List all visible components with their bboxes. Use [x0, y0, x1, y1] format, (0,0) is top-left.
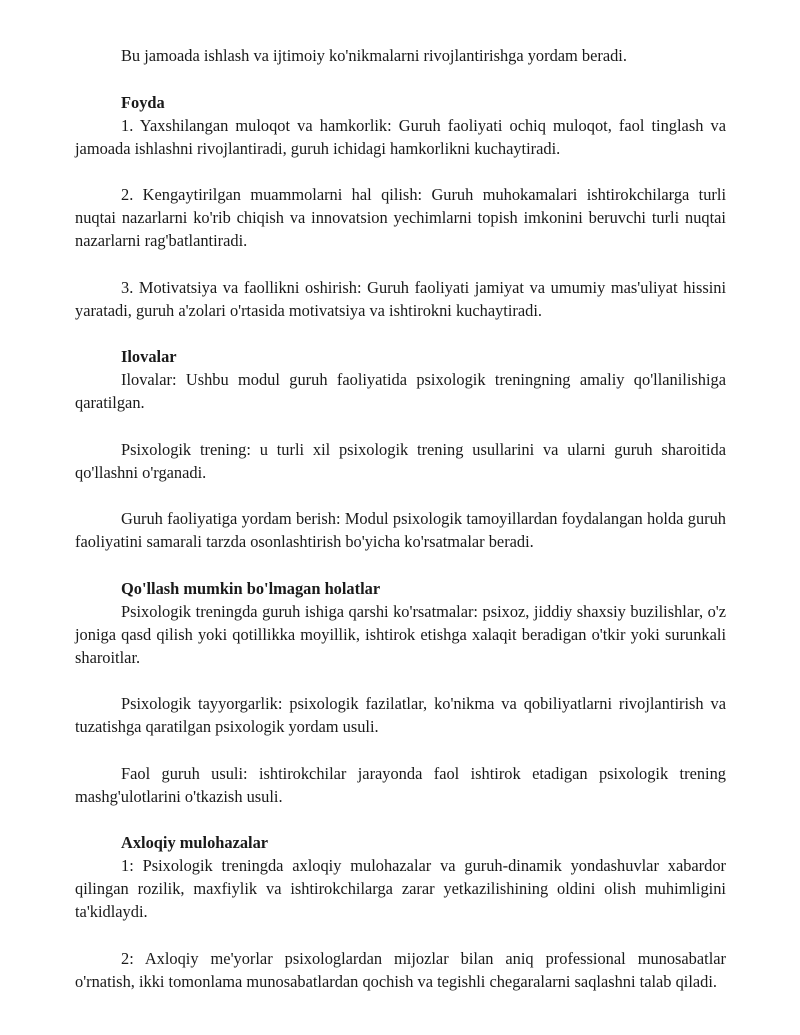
section-heading-ilovalar: Ilovalar — [121, 347, 177, 366]
paragraph: 2: Axloqiy me'yorlar psixologlardan mijozlar bilan aniq professional munosabatlar o'rnatish, ikki tomonlama munosabatlardan qochish va tegishli chegaralarni saqlashni talab qiladi. — [75, 948, 726, 991]
paragraph: Guruh faoliyatiga yordam berish: Modul psixologik tamoyillardan foydalangan holda guruh faoliyatini samarali tarzda osonlashtirish bo'yicha ko'rsatmalar beradi. — [75, 509, 726, 551]
paragraph: Ilovalar: Ushbu modul guruh faoliyatida psixologik treningning amaliy qo'llanilishiga qaratilgan. — [75, 370, 726, 412]
paragraph: 2. Kengaytirilgan muammolarni hal qilish: Guruh muhokamalari ishtirokchilarga turli nuqtai nazarlarni ko'rib chiqish va innovatsion yechimlarni topish imkonini beruvchi turli nuqtai nazarlarni rag'batlantiradi. — [75, 185, 726, 250]
paragraph: 3. Motivatsiya va faollikni oshirish: Guruh faoliyati jamiyat va umumiy mas'uliyat hissini yaratadi, guruh a'zolari o'rtasida motivatsiya va ishtirokni kuchaytiradi. — [75, 277, 726, 320]
section-heading-foyda: Foyda — [121, 92, 165, 112]
paragraph: 1. Yaxshilangan muloqot va hamkorlik: Guruh faoliyati ochiq muloqot, faol tinglash va jamoada ishlashni rivojlantiradi, guruh ichidagi hamkorlikni kuchaytiradi. — [75, 115, 726, 158]
paragraph: Psixologik tayyorgarlik: psixologik fazilatlar, ko'nikma va qobiliyatlarni rivojlantirish va tuzatishga qaratilgan psixologik yordam usuli. — [75, 694, 726, 736]
paragraph: 1: Psixologik treningda axloqiy mulohazalar va guruh-dinamik yondashuvlar xabardor qilingan rozilik, maxfiylik va ishtirokchilarga zarar yetkazilishining oldini olish muhimligini ta'kidlaydi. — [75, 856, 726, 921]
section-heading-ethics: Axloqiy mulohazalar — [121, 833, 269, 852]
section-heading-contraindications: Qo'llash mumkin bo'lmagan holatlar — [121, 578, 381, 598]
paragraph: Psixologik trening: u turli xil psixologik trening usullarini va ularni guruh sharoitida qo'llashni o'rganadi. — [75, 439, 726, 482]
paragraph: Psixologik treningda guruh ishiga qarshi ko'rsatmalar: psixoz, jiddiy shaxsiy buzilishlar, o'z joniga qasd qilish yoki qotillikka moyillik, ishtirok etishga xalaqit beradigan o'tkir yoki surunkali sharoitlar. — [75, 601, 726, 667]
document-page — [75, 44, 726, 993]
intro-paragraph: Bu jamoada ishlash va ijtimoiy ko'nikmalarni rivojlantirishga yordam beradi. — [121, 46, 627, 65]
paragraph: Faol guruh usuli: ishtirokchilar jarayonda faol ishtirok etadigan psixologik trening mashg'ulotlarini o'tkazish usuli. — [75, 763, 726, 806]
